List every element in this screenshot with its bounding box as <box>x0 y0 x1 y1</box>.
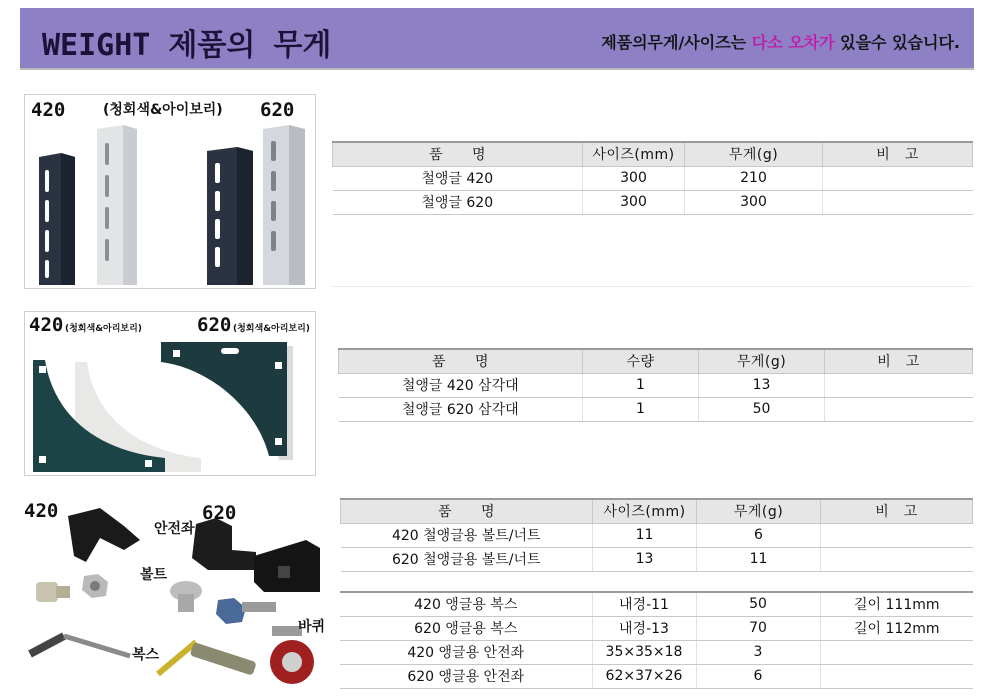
bolt-spec-table <box>340 498 973 572</box>
cell-note <box>823 166 973 190</box>
cell-weight: 6 <box>696 664 820 688</box>
table-header-row <box>339 349 973 373</box>
col-weight: 무게(g) <box>699 349 825 373</box>
col-size: 사이즈(mm) <box>583 142 685 166</box>
cell-product: 철앵글 620 삼각대 <box>339 397 583 421</box>
cell-size: 13 <box>593 547 697 571</box>
cell-weight: 13 <box>699 373 825 397</box>
table-row <box>340 616 973 640</box>
col-note: 비 고 <box>821 499 973 523</box>
cell-weight: 50 <box>696 592 820 616</box>
table-header-row <box>341 499 973 523</box>
col-note: 비 고 <box>825 349 973 373</box>
cell-size: 35×35×18 <box>592 640 696 664</box>
table-row <box>333 190 973 214</box>
table-row <box>340 640 973 664</box>
wheel-label: 바퀴 <box>298 619 326 635</box>
product-code-420: 420 <box>29 314 64 336</box>
table-row <box>340 592 973 616</box>
cell-product: 420 앵글용 안전좌 <box>340 640 592 664</box>
triangle-bracket-illustration <box>25 312 316 476</box>
bolt-label: 볼트 <box>140 567 168 583</box>
angle-spec-table <box>332 141 973 215</box>
cell-quantity: 1 <box>583 373 699 397</box>
section-divider <box>330 286 972 287</box>
product-code-620: 620 <box>197 314 232 336</box>
cell-weight: 50 <box>699 397 825 421</box>
table-row <box>341 523 973 547</box>
table-header-row <box>333 142 973 166</box>
cell-note <box>820 664 973 688</box>
cell-product: 620 철앵글용 볼트/너트 <box>341 547 593 571</box>
color-options-label: (청회색&아리보리) <box>233 324 310 334</box>
table-row <box>339 397 973 421</box>
cell-note <box>821 523 973 547</box>
cell-weight: 11 <box>697 547 821 571</box>
cell-note <box>823 190 973 214</box>
col-size: 사이즈(mm) <box>593 499 697 523</box>
table-row <box>341 547 973 571</box>
col-product: 품 명 <box>339 349 583 373</box>
product-code-620: 620 <box>202 502 237 524</box>
cell-size: 300 <box>583 166 685 190</box>
product-code-420: 420 <box>31 99 66 121</box>
cell-note <box>825 397 973 421</box>
page-title: WEIGHT 제품의 무게 <box>42 28 332 63</box>
cell-weight: 70 <box>696 616 820 640</box>
cell-note <box>821 547 973 571</box>
angle-post-illustration <box>25 95 316 289</box>
col-weight: 무게(g) <box>697 499 821 523</box>
header-banner <box>20 8 974 70</box>
note-text-post: 있을수 있습니다. <box>834 33 960 52</box>
cell-size: 300 <box>583 190 685 214</box>
note-text-highlight: 다소 오차가 <box>751 33 835 52</box>
cell-weight: 210 <box>685 166 823 190</box>
cell-size: 11 <box>593 523 697 547</box>
weight-tolerance-note <box>601 30 960 53</box>
cell-note: 길이 112mm <box>820 616 973 640</box>
cell-product: 철앵글 420 <box>333 166 583 190</box>
cell-product: 420 앵글용 복스 <box>340 592 592 616</box>
bracket-spec-table <box>338 348 973 422</box>
table-row <box>339 373 973 397</box>
cell-note <box>825 373 973 397</box>
cell-note <box>820 640 973 664</box>
note-text-pre: 제품의무게/사이즈는 <box>601 33 752 52</box>
col-weight: 무게(g) <box>685 142 823 166</box>
product-code-620: 620 <box>260 99 295 121</box>
color-options-label: (청회색&아리보리) <box>65 324 142 334</box>
triangle-bracket-photo <box>24 311 316 476</box>
cell-product: 620 앵글용 안전좌 <box>340 664 592 688</box>
angle-post-photo <box>24 94 316 289</box>
table-row <box>333 166 973 190</box>
cell-product: 철앵글 620 <box>333 190 583 214</box>
cell-weight: 6 <box>697 523 821 547</box>
table-row <box>340 664 973 688</box>
cell-weight: 300 <box>685 190 823 214</box>
cell-quantity: 1 <box>583 397 699 421</box>
col-product: 품 명 <box>333 142 583 166</box>
cell-weight: 3 <box>696 640 820 664</box>
col-quantity: 수량 <box>583 349 699 373</box>
cell-product: 420 철앵글용 볼트/너트 <box>341 523 593 547</box>
color-options-label: (청회색&아이보리) <box>103 102 223 118</box>
safety-base-label: 안전좌 <box>154 521 195 537</box>
col-product: 품 명 <box>341 499 593 523</box>
box-safety-spec-table <box>340 591 973 689</box>
cell-product: 620 앵글용 복스 <box>340 616 592 640</box>
box-label: 복스 <box>132 647 160 663</box>
cell-size: 내경-11 <box>592 592 696 616</box>
accessories-photo <box>20 496 332 690</box>
cell-size: 내경-13 <box>592 616 696 640</box>
cell-product: 철앵글 420 삼각대 <box>339 373 583 397</box>
cell-size: 62×37×26 <box>592 664 696 688</box>
col-note: 비 고 <box>823 142 973 166</box>
product-code-420: 420 <box>24 500 59 522</box>
cell-note: 길이 111mm <box>820 592 973 616</box>
